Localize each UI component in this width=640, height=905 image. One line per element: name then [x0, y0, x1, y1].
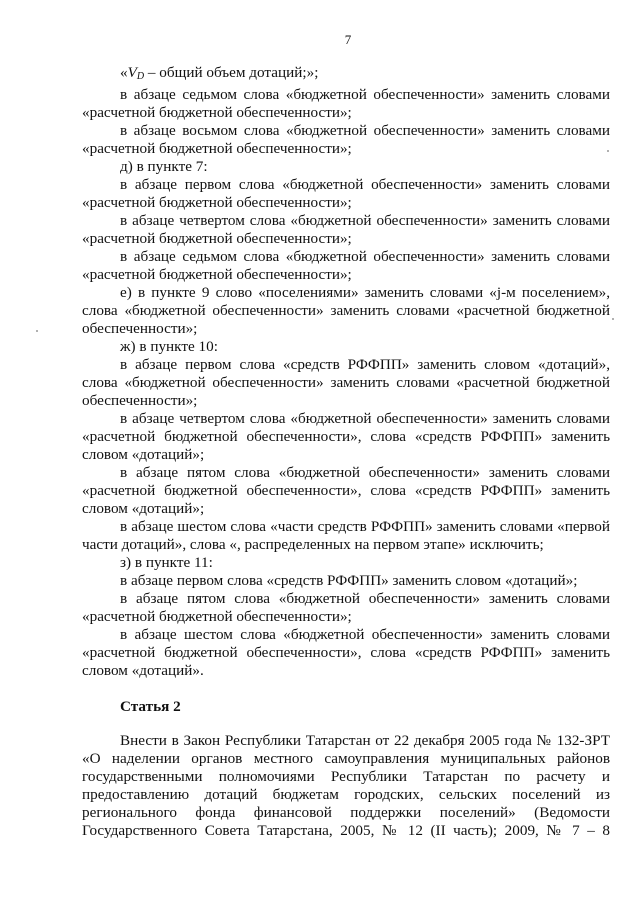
paragraph: в абзаце первом слова «средств РФФПП» заменить словом «дотаций», слова «бюджетной обеспеченности» заменить словами «расчетной бюджетной обеспеченности»; [82, 356, 610, 409]
paragraph: в абзаце восьмом слова «бюджетной обеспеченности» заменить словами «расчетной бюджетной обеспеченности»; [82, 122, 610, 157]
paragraph: в абзаце первом слова «бюджетной обеспеченности» заменить словами «расчетной бюджетной обеспеченности»; [82, 176, 610, 211]
paragraph: в абзаце четвертом слова «бюджетной обеспеченности» заменить словами «расчетной бюджетной обеспеченности», слова «средств РФФПП» заменить словом «дотаций»; [82, 410, 610, 463]
article-paragraph: Внести в Закон Республики Татарстан от 22 декабря 2005 года № 132-ЗРТ «О наделении органов местного самоуправления муниципальных районов государственными полномочиями Республики Татарстан по расчету и предоставлению дотаций бюджетам городских, сельских поселений из регионального фонда финансовой поддержки поселений» (Ведомости Государственного Совета Татарстана, 2005, № 12 (II часть); 2009, № 7 – 8 [82, 732, 610, 839]
paragraph: в абзаце седьмом слова «бюджетной обеспеченности» заменить словами «расчетной бюджетной обеспеченности»; [82, 86, 610, 121]
paragraph-subpoint-d: д) в пункте 7: [120, 158, 208, 175]
paragraph: в абзаце седьмом слова «бюджетной обеспеченности» заменить словами «расчетной бюджетной обеспеченности»; [82, 248, 610, 283]
vd-symbol: $V_D$ [127, 64, 145, 82]
paragraph: в абзаце первом слова «средств РФФПП» заменить словом «дотаций»; [120, 572, 578, 589]
paragraph-subpoint-z: з) в пункте 11: [120, 554, 213, 571]
scan-speck [607, 150, 609, 152]
scan-speck [612, 318, 614, 320]
paragraph: в абзаце четвертом слова «бюджетной обеспеченности» заменить словами «расчетной бюджетной обеспеченности»; [82, 212, 610, 247]
paragraph-subpoint-zh: ж) в пункте 10: [120, 338, 218, 355]
scan-speck [36, 330, 38, 332]
vd-definition-text: – общий объем дотаций;»; [144, 64, 319, 81]
page-number: 7 [344, 32, 352, 47]
paragraph-subpoint-e: е) в пункте 9 слово «поселениями» заменить словами «j-м поселением», слова «бюджетной обеспеченности» заменить словами «расчетной бюджетной обеспеченности»; [82, 284, 610, 337]
article-heading: Статья 2 [120, 698, 181, 715]
paragraph: в абзаце шестом слова «бюджетной обеспеченности» заменить словами «расчетной бюджетной обеспеченности», слова «средств РФФПП» заменить словом «дотаций». [82, 626, 610, 679]
quote-open: « [120, 64, 128, 81]
paragraph: в абзаце пятом слова «бюджетной обеспеченности» заменить словами «расчетной бюджетной обеспеченности», слова «средств РФФПП» заменить словом «дотаций»; [82, 464, 610, 517]
document-body [82, 64, 610, 840]
paragraph-vd-definition [82, 64, 610, 86]
paragraph: в абзаце шестом слова «части средств РФФПП» заменить словами «первой части дотаций», слова «, распределенных на первом этапе» исключить; [82, 518, 610, 553]
paragraph: в абзаце пятом слова «бюджетной обеспеченности» заменить словами «расчетной бюджетной обеспеченности»; [82, 590, 610, 625]
